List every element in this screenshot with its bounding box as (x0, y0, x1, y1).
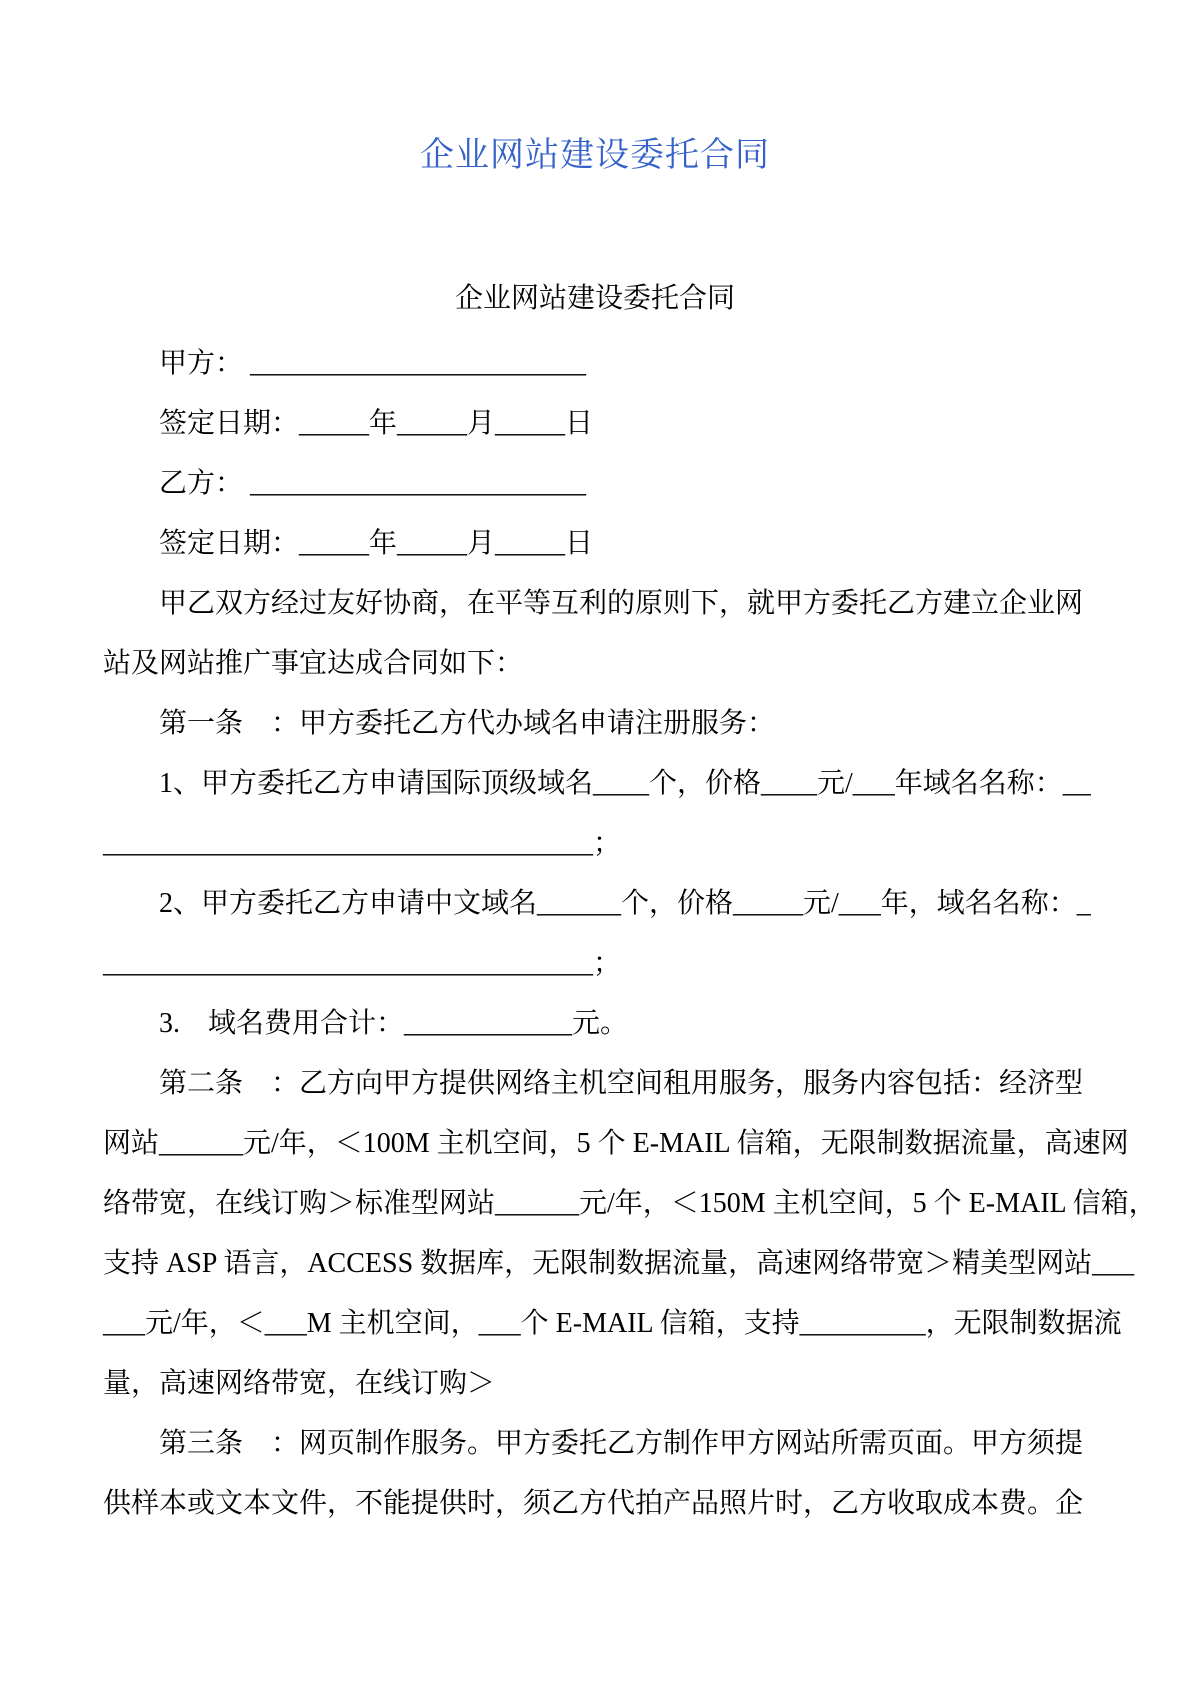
document-line: 签定日期：_____年_____月_____日 (159, 528, 594, 559)
document-line: 甲乙双方经过友好协商，在平等互利的原则下，就甲方委托乙方建立企业网 (159, 588, 1084, 619)
document-line: ___元/年，＜___M 主机空间，___个 E-MAIL 信箱，支持_________，无限制数据流 (103, 1308, 1122, 1339)
document-line: 络带宽，在线订购＞标准型网站______元/年，＜150M 主机空间，5 个 E-MAIL 信箱， (103, 1188, 1157, 1219)
document-line: 第一条 ：甲方委托乙方代办域名申请注册服务： (159, 708, 776, 739)
document-line: 乙方： ________________________ (159, 468, 587, 499)
document-line: 甲方： ________________________ (159, 348, 587, 379)
document-subtitle: 企业网站建设委托合同 (454, 283, 735, 314)
document-line: 量，高速网络带宽，在线订购＞ (103, 1368, 496, 1399)
document-line: 第三条 ：网页制作服务。甲方委托乙方制作甲方网站所需页面。甲方须提 (159, 1428, 1084, 1459)
page-title: 企业网站建设委托合同 (420, 137, 770, 174)
document-line: 1、甲方委托乙方申请国际顶级域名____个，价格____元/___年域名名称：__ (159, 768, 1091, 799)
document-line: 2、甲方委托乙方申请中文域名______个，价格_____元/___年，域名名称：_ (159, 888, 1091, 919)
document-line: ___________________________________； (103, 948, 622, 979)
document-line: 第二条 ：乙方向甲方提供网络主机空间租用服务，服务内容包括：经济型 (159, 1068, 1084, 1099)
document-body (0, 334, 1190, 1534)
document-line: 站及网站推广事宜达成合同如下： (103, 648, 524, 679)
document-line: 支持 ASP 语言，ACCESS 数据库，无限制数据流量，高速网络带宽＞精美型网站___ (103, 1248, 1135, 1279)
document-line: 供样本或文本文件，不能提供时，须乙方代拍产品照片时，乙方收取成本费。企 (103, 1488, 1084, 1519)
document-line: 3. 域名费用合计：____________元。 (159, 1008, 629, 1039)
document-line: 网站______元/年，＜100M 主机空间，5 个 E-MAIL 信箱，无限制数据流量，高速网 (103, 1128, 1129, 1159)
document-line: ___________________________________； (103, 828, 622, 859)
document-line: 签定日期：_____年_____月_____日 (159, 408, 594, 439)
